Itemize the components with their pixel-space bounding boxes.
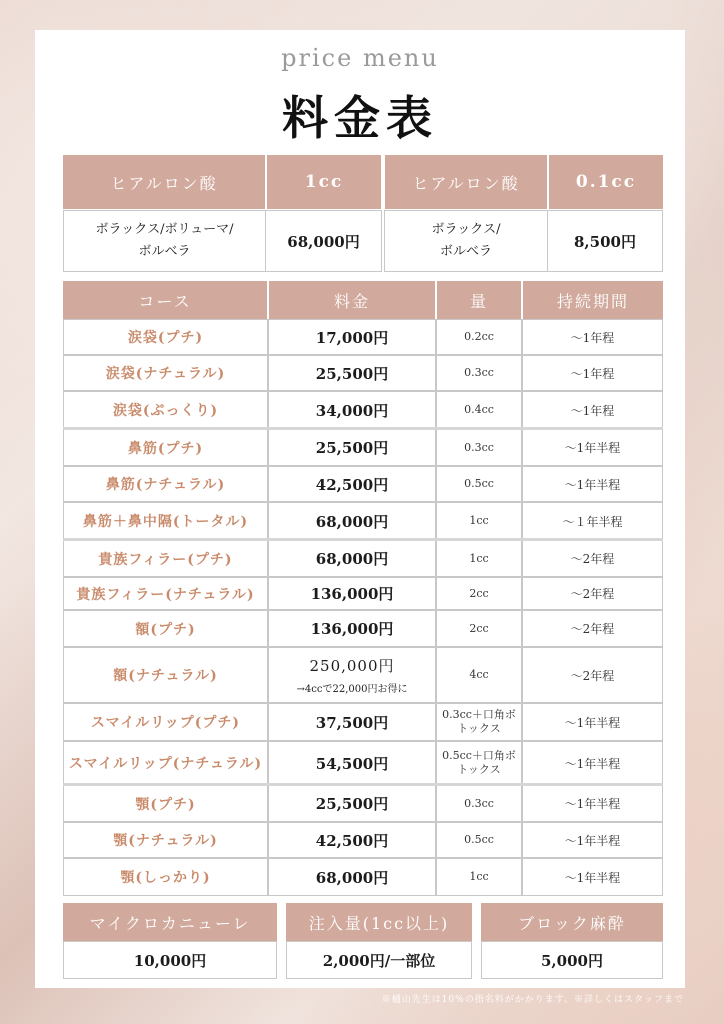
course-name: 額(プチ) <box>63 610 268 647</box>
course-duration: ～１年半程 <box>522 502 663 540</box>
group-separator <box>63 783 663 786</box>
extra-price-microcannula: 10,000円 <box>63 941 277 979</box>
extra-label-injection-volume: 注入量(1cc以上) <box>286 903 472 941</box>
hyaluronic-right-products <box>384 210 548 272</box>
course-name: 顎(しっかり) <box>63 858 268 896</box>
course-amount: 1cc <box>436 858 522 896</box>
hyaluronic-right-header-name: ヒアルロン酸 <box>385 155 547 209</box>
course-duration: ～1年半程 <box>522 429 663 466</box>
course-duration: ～2年程 <box>522 540 663 577</box>
course-amount: 1cc <box>436 502 522 540</box>
course-price: 68,000円 <box>268 858 436 896</box>
course-name: スマイルリップ(プチ) <box>63 703 268 741</box>
course-price: 34,000円 <box>268 391 436 429</box>
course-duration: ～1年半程 <box>522 703 663 741</box>
course-amount: 0.2cc <box>436 319 522 355</box>
course-price: 25,500円 <box>268 429 436 466</box>
course-duration: ～1年半程 <box>522 466 663 502</box>
course-amount: 2cc <box>436 577 522 610</box>
course-price: 42,500円 <box>268 822 436 858</box>
hyaluronic-right-price: 8,500円 <box>547 210 663 272</box>
course-price: 136,000円 <box>268 577 436 610</box>
group-separator <box>63 427 663 430</box>
course-duration: ～2年程 <box>522 610 663 647</box>
course-name: 額(ナチュラル) <box>63 647 268 703</box>
course-duration: ～2年程 <box>522 577 663 610</box>
course-name: 涙袋(ナチュラル) <box>63 355 268 391</box>
course-amount: 0.4cc <box>436 391 522 429</box>
course-name: 鼻筋(ナチュラル) <box>63 466 268 502</box>
course-duration: ～1年程 <box>522 355 663 391</box>
page-title: 料金表 <box>282 91 438 145</box>
page-subtitle: price menu <box>281 44 439 72</box>
course-duration: ～1年程 <box>522 391 663 429</box>
course-amount: 1cc <box>436 540 522 577</box>
course-amount: 0.3cc <box>436 355 522 391</box>
course-name: 涙袋(ぷっくり) <box>63 391 268 429</box>
course-price-value: 250,000円 <box>309 657 395 675</box>
course-amount: 0.3cc <box>436 785 522 822</box>
extra-price-block-anesthesia: 5,000円 <box>481 941 663 979</box>
course-price-note: →4ccで22,000円お得に <box>296 684 408 695</box>
course-price: 68,000円 <box>268 540 436 577</box>
group-separator <box>63 538 663 541</box>
course-name: スマイルリップ(ナチュラル) <box>63 741 268 785</box>
course-duration: ～2年程 <box>522 647 663 703</box>
extra-label-block-anesthesia: ブロック麻酔 <box>481 903 663 941</box>
col-header-course: コース <box>63 281 267 319</box>
extra-price-injection-volume: 2,000円/一部位 <box>286 941 472 979</box>
course-price: 17,000円 <box>268 319 436 355</box>
hyaluronic-left-products-line1: ボラックス/ボリューマ/ <box>95 222 234 237</box>
course-duration: ～1年半程 <box>522 785 663 822</box>
course-price: 54,500円 <box>268 741 436 785</box>
hyaluronic-left-header-name: ヒアルロン酸 <box>63 155 265 209</box>
hyaluronic-right-products-line2: ボルベラ <box>439 244 492 259</box>
course-duration: ～1年半程 <box>522 858 663 896</box>
course-amount <box>436 741 522 785</box>
course-amount <box>436 703 522 741</box>
course-price <box>268 647 436 703</box>
course-name: 鼻筋(プチ) <box>63 429 268 466</box>
hyaluronic-right-products-line1: ボラックス/ <box>431 222 501 237</box>
hyaluronic-left-products-line2: ボルベラ <box>138 244 191 259</box>
course-price: 68,000円 <box>268 502 436 540</box>
course-name: 顎(ナチュラル) <box>63 822 268 858</box>
course-amount: 2cc <box>436 610 522 647</box>
col-header-amount: 量 <box>437 281 521 319</box>
course-duration: ～1年半程 <box>522 741 663 785</box>
course-amount-amount-line2: トックス <box>457 763 501 776</box>
col-header-price: 料金 <box>269 281 435 319</box>
course-name: 貴族フィラー(ナチュラル) <box>63 577 268 610</box>
course-amount: 0.3cc <box>436 429 522 466</box>
hyaluronic-right-header-amount: 0.1cc <box>549 155 663 209</box>
course-price: 136,000円 <box>268 610 436 647</box>
course-price: 42,500円 <box>268 466 436 502</box>
footer-note: ※樋山先生は10%の指名料がかかります。※詳しくはスタッフまで <box>381 995 684 1005</box>
course-price: 25,500円 <box>268 355 436 391</box>
course-amount-amount-line2: トックス <box>457 722 501 735</box>
course-amount-amount-line1: 0.5cc＋口角ボ <box>442 749 516 762</box>
course-name: 顎(プチ) <box>63 785 268 822</box>
course-price: 25,500円 <box>268 785 436 822</box>
course-duration: ～1年程 <box>522 319 663 355</box>
course-amount: 0.5cc <box>436 822 522 858</box>
course-price: 37,500円 <box>268 703 436 741</box>
col-header-duration: 持続期間 <box>523 281 663 319</box>
course-amount: 4cc <box>436 647 522 703</box>
hyaluronic-left-price: 68,000円 <box>265 210 382 272</box>
course-amount-amount-line1: 0.3cc＋口角ボ <box>442 708 516 721</box>
hyaluronic-left-header-amount: 1cc <box>267 155 381 209</box>
hyaluronic-left-products <box>63 210 266 272</box>
extra-label-microcannula: マイクロカニューレ <box>63 903 277 941</box>
course-duration: ～1年半程 <box>522 822 663 858</box>
course-amount: 0.5cc <box>436 466 522 502</box>
course-name: 鼻筋＋鼻中隔(トータル) <box>63 502 268 540</box>
course-name: 涙袋(プチ) <box>63 319 268 355</box>
course-name: 貴族フィラー(プチ) <box>63 540 268 577</box>
